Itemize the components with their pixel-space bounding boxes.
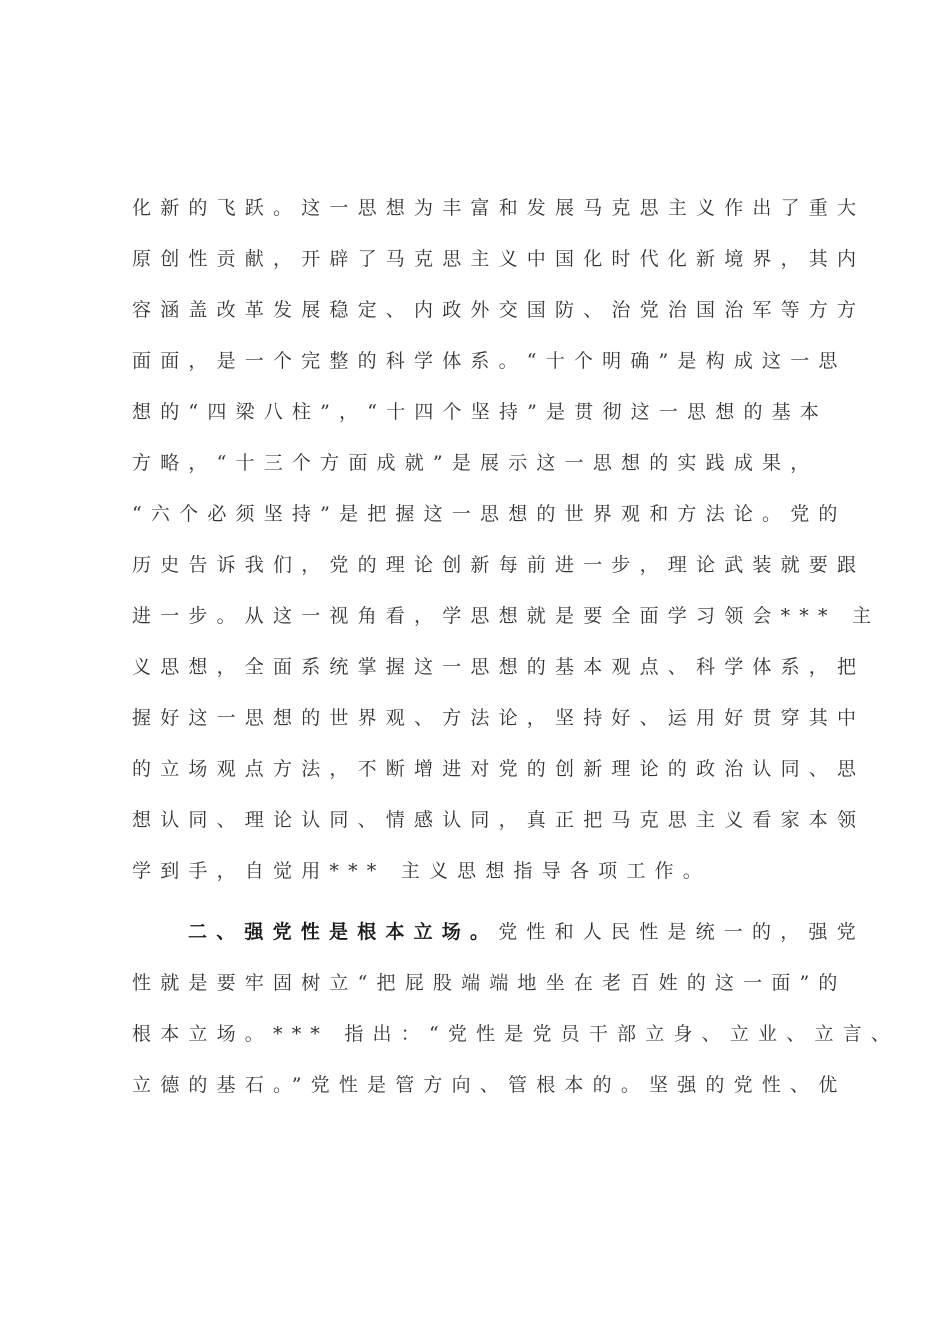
paragraph-line: 性就是要牢固树立“把屁股端端地坐在老百姓的这一面”的 [132,972,847,994]
paragraph-line: 立德的基石。”党性是管方向、管根本的。坚强的党性、优 [132,1074,847,1096]
paragraph-line: 面面，是一个完整的科学体系。“十个明确”是构成这一思 [132,350,847,372]
paragraph-line: 义思想，全面系统掌握这一思想的基本观点、科学体系，把 [132,656,866,678]
paragraph-line: 想认同、理论认同、情感认同，真正把马克思主义看家本领 [132,809,866,831]
paragraph-line: 根本立场。*** 指出：“党性是党员干部立身、立业、立言、 [132,1023,900,1045]
paragraph-line: 方略，“十三个方面成就”是展示这一思想的实践成果， [132,452,819,474]
paragraph-line: 原创性贡献，开辟了马克思主义中国化时代化新境界，其内 [132,248,866,270]
paragraph-line: 握好这一思想的世界观、方法论，坚持好、运用好贯穿其中 [132,707,866,729]
paragraph-line: 容涵盖改革发展稳定、内政外交国防、治党治国治军等方方 [132,299,866,321]
section-2-text: 党性和人民性是统一的，强党 [498,921,865,943]
paragraph-line: 的立场观点方法，不断增进对党的创新理论的政治认同、思 [132,758,866,780]
section-heading: 二、强党性是根本立场。 [188,921,499,943]
paragraph-line: 进一步。从这一视角看，学思想就是要全面学习领会*** 主 [132,605,881,627]
paragraph-line: 想的“四梁八柱”，“十四个坚持”是贯彻这一思想的基本 [132,401,829,423]
paragraph-line: 化新的飞跃。这一思想为丰富和发展马克思主义作出了重大 [132,197,866,219]
paragraph-line: 学到手，自觉用*** 主义思想指导各项工作。 [132,860,711,882]
paragraph-line: “六个必须坚持”是把握这一思想的世界观和方法论。党的 [132,503,847,525]
paragraph-line: 历史告诉我们，党的理论创新每前进一步，理论武装就要跟 [132,554,866,576]
section-2-first-line [188,920,865,944]
